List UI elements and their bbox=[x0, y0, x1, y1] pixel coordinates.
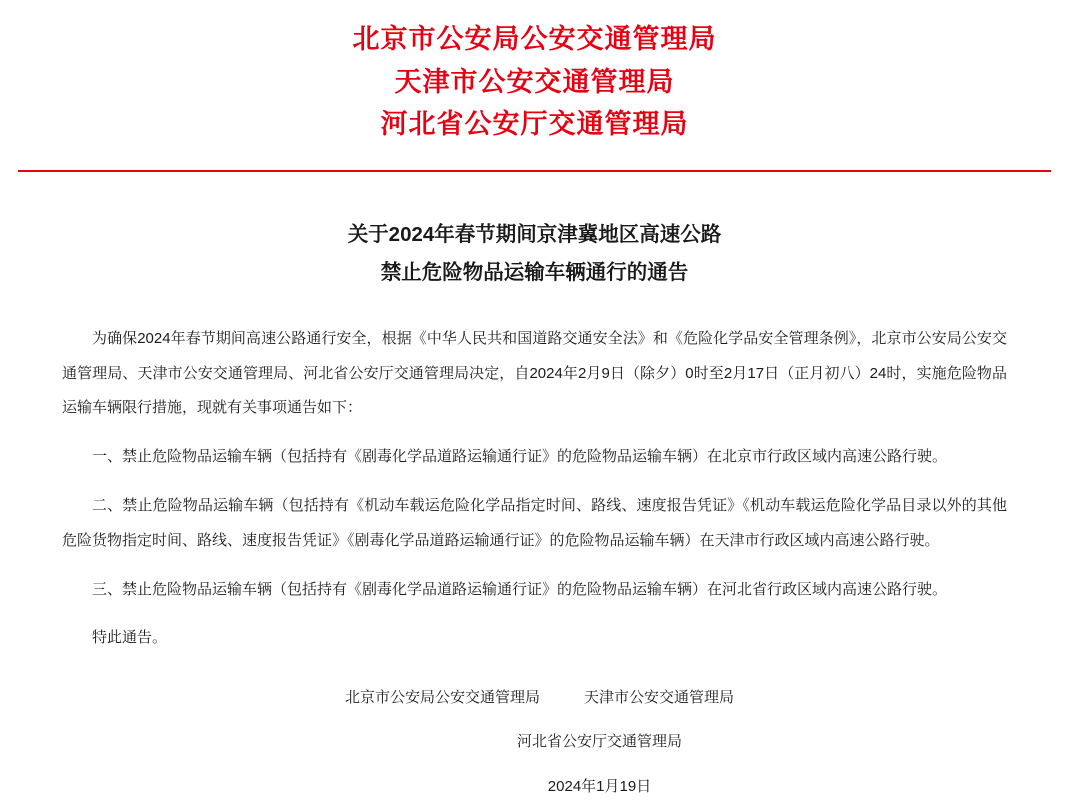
body-paragraph-item-3: 三、禁止危险物品运输车辆（包括持有《剧毒化学品道路运输通行证》的危险物品运输车辆）在河北省行政区域内高速公路行驶。 bbox=[92, 580, 948, 598]
letterhead-line-tianjin: 天津市公安交通管理局 bbox=[394, 66, 675, 97]
body-paragraph-closing: 特此通告。 bbox=[92, 629, 168, 647]
document-body bbox=[62, 292, 1007, 803]
signature-row-date bbox=[62, 771, 1007, 803]
signature-date: 2024年1月19日 bbox=[547, 778, 652, 796]
signature-row-middle bbox=[62, 726, 1007, 758]
body-paragraph-intro: 为确保2024年春节期间高速公路通行安全，根据《中华人民共和国道路交通安全法》和《危险化学品安全管理条例》，北京市公安局公安交通管理局、天津市公安交通管理局、河北省公安厅交通管理局决定，自2024年2月9日（除夕）0时至2月17日（正月初八）24时，实施危险物品运输车辆限行措施，现就有关事项通告如下： bbox=[62, 329, 1007, 417]
document-title bbox=[0, 216, 1069, 292]
signature-block bbox=[62, 682, 1007, 803]
signature-org-beijing: 北京市公安局公安交通管理局 bbox=[344, 689, 540, 707]
letterhead-divider bbox=[18, 170, 1051, 172]
signature-row-top bbox=[62, 682, 1007, 714]
signature-org-hebei: 河北省公安厅交通管理局 bbox=[516, 732, 682, 750]
document-title-line-1: 关于2024年春节期间京津冀地区高速公路 bbox=[347, 222, 722, 246]
signature-org-tianjin: 天津市公安交通管理局 bbox=[584, 689, 735, 707]
letterhead bbox=[0, 0, 1069, 146]
letterhead-line-beijing: 北京市公安局公安交通管理局 bbox=[352, 24, 717, 54]
letterhead-line-hebei: 河北省公安厅交通管理局 bbox=[380, 109, 689, 140]
body-paragraph-item-2: 二、禁止危险物品运输车辆（包括持有《机动车载运危险化学品指定时间、路线、速度报告凭证》《机动车载运危险化学品目录以外的其他危险货物指定时间、路线、速度报告凭证》《剧毒化学品道路运输通行证》的危险物品运输车辆）在天津市行政区域内高速公路行驶。 bbox=[62, 497, 1007, 549]
body-paragraph-item-1: 一、禁止危险物品运输车辆（包括持有《剧毒化学品道路运输通行证》的危险物品运输车辆）在北京市行政区域内高速公路行驶。 bbox=[92, 448, 948, 466]
document-title-line-2: 禁止危险物品运输车辆通行的通告 bbox=[380, 260, 689, 284]
